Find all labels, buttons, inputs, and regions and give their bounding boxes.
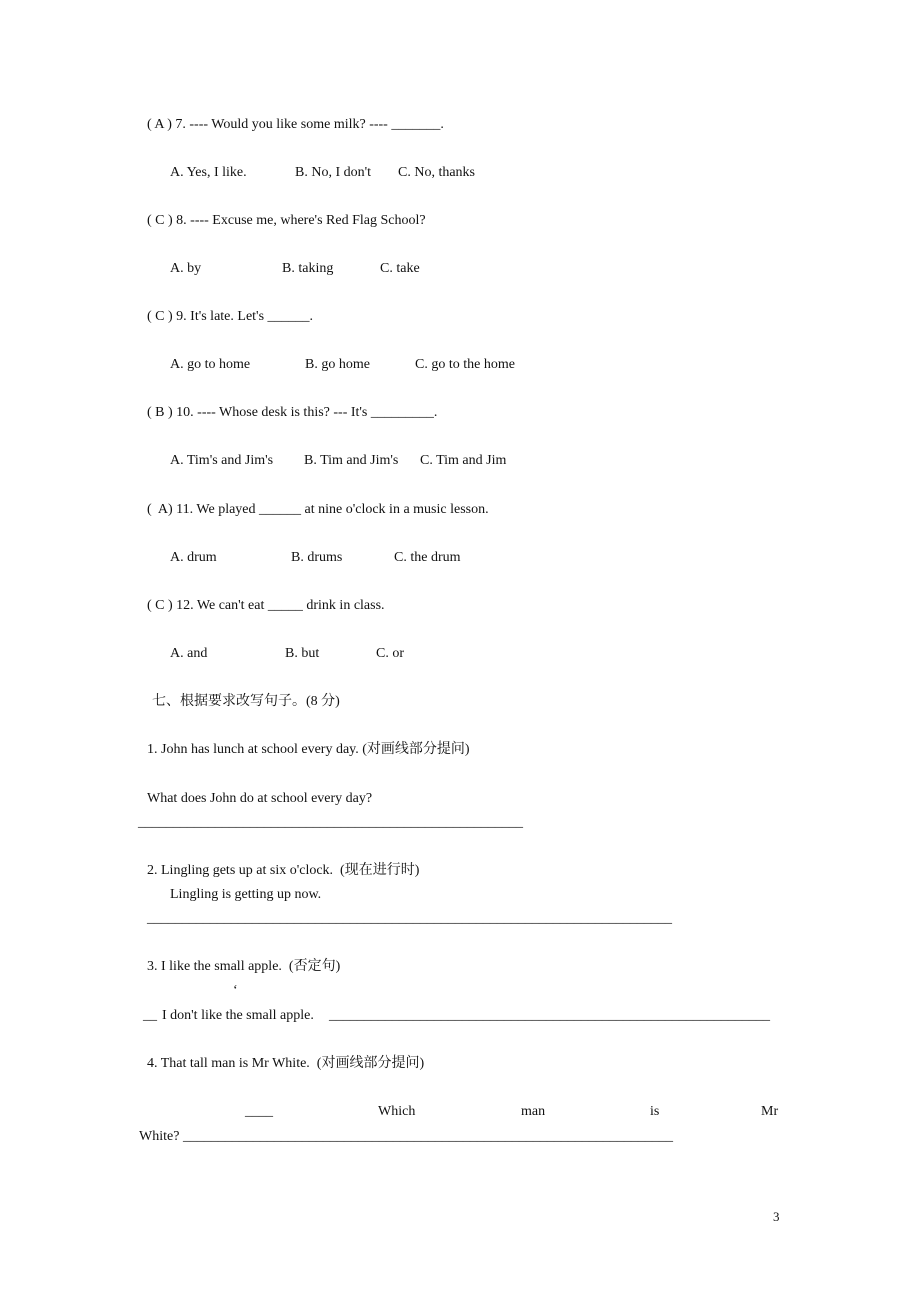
rewrite-4-prompt: 4. That tall man is Mr White. (对画线部分提问) [147, 1056, 425, 1071]
rewrite-4-answer-word: man [521, 1104, 546, 1119]
page-number: 3 [773, 1209, 780, 1224]
rewrite-4-answer-tail: White? [139, 1129, 180, 1144]
rewrite-2-blank: ___________________________________________________________________________ [147, 911, 672, 926]
rewrite-1-answer: What does John do at school every day? [147, 791, 373, 806]
rewrite-4-answer-word: ____ [245, 1104, 273, 1119]
rewrite-4-answer-word: is [650, 1104, 660, 1119]
question-10-option-a: A. Tim's and Jim's [170, 453, 274, 468]
question-8-option-c: C. take [380, 261, 420, 276]
question-11-option-a: A. drum [170, 550, 217, 565]
question-7-option-a: A. Yes, I like. [170, 165, 247, 180]
rewrite-3-answer-prefix: __ [143, 1008, 157, 1023]
question-9-option-b: B. go home [305, 357, 370, 372]
rewrite-2-answer: Lingling is getting up now. [170, 887, 322, 902]
question-7-option-c: C. No, thanks [398, 165, 475, 180]
question-11-option-b: B. drums [291, 550, 343, 565]
question-8-option-a: A. by [170, 261, 202, 276]
rewrite-4-answer-word: Which [378, 1104, 416, 1119]
section-7-title: 七、根据要求改写句子。(8 分) [152, 694, 340, 709]
question-10-option-c: C. Tim and Jim [420, 453, 507, 468]
question-8-option-b: B. taking [282, 261, 334, 276]
question-9-stem: ( C ) 9. It's late. Let's ______. [147, 309, 314, 324]
rewrite-3-prompt: 3. I like the small apple. (否定句) [147, 959, 341, 974]
question-7-option-b: B. No, I don't [295, 165, 372, 180]
question-10-stem: ( B ) 10. ---- Whose desk is this? --- It's _________. [147, 405, 438, 420]
rewrite-3-blank: _______________________________________________________________ [329, 1008, 770, 1023]
question-12-option-c: C. or [376, 646, 404, 661]
question-11-stem: ( A) 11. We played ______ at nine o'clock in a music lesson. [147, 502, 489, 517]
question-9-option-c: C. go to the home [415, 357, 515, 372]
question-10-option-b: B. Tim and Jim's [304, 453, 399, 468]
question-8-stem: ( C ) 8. ---- Excuse me, where's Red Flag School? [147, 213, 426, 228]
rewrite-4-blank: ______________________________________________________________________ [183, 1129, 673, 1144]
rewrite-3-mark: ‘ [233, 983, 238, 998]
question-12-stem: ( C ) 12. We can't eat _____ drink in class. [147, 598, 385, 613]
rewrite-3-answer: I don't like the small apple. [162, 1008, 314, 1023]
question-12-option-b: B. but [285, 646, 320, 661]
question-12-option-a: A. and [170, 646, 208, 661]
question-7-stem: ( A ) 7. ---- Would you like some milk? ---- _______. [147, 117, 444, 132]
rewrite-1-prompt: 1. John has lunch at school every day. (对画线部分提问) [147, 742, 470, 757]
rewrite-4-answer-word: Mr [761, 1104, 779, 1119]
question-9-option-a: A. go to home [170, 357, 251, 372]
question-11-option-c: C. the drum [394, 550, 461, 565]
rewrite-1-blank: _______________________________________________________ [138, 815, 523, 830]
rewrite-2-prompt: 2. Lingling gets up at six o'clock. (现在进行时) [147, 863, 420, 878]
